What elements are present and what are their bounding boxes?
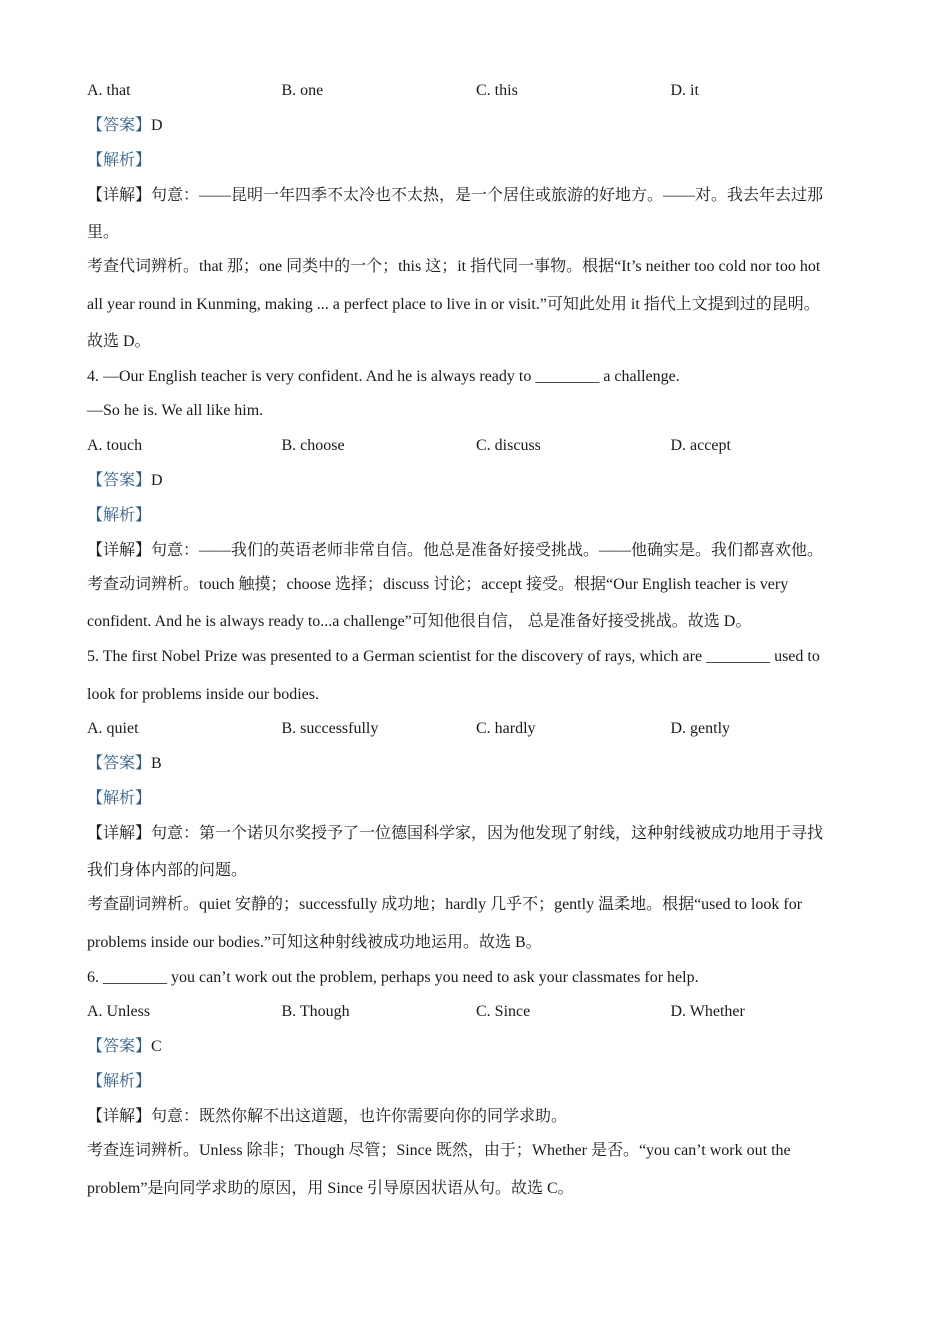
q3-explanation-line-3: 故选 D。 [87, 333, 151, 350]
q6-explanation-line-2: problem”是向同学求助的原因，用 Since 引导原因状语从句。故选 C。 [87, 1180, 574, 1197]
q3-option-a: A. that [87, 82, 131, 99]
q5-explanation-line-1: 考查副词辨析。quiet 安静的；successfully 成功地；hardly 几乎不；gently 温柔地。根据“used to look for [87, 896, 803, 913]
detail-text: 句意：——我们的英语老师非常自信。他总是准备好接受挑战。——他确实是。我们都喜欢他。 [151, 542, 824, 559]
q3-option-c: C. this [476, 82, 518, 99]
q4-answer [87, 470, 870, 492]
q5-answer [87, 753, 870, 775]
q4-stem-line-1: 4. —Our English teacher is very confident. And he is always ready to ________ a challenge. [87, 368, 680, 385]
q5-option-b: B. successfully [281, 720, 379, 737]
answer-value: B [151, 755, 162, 772]
q5-explanation-line-2: problems inside our bodies.”可知这种射线被成功地运用。故选 B。 [87, 934, 542, 951]
q4-stem-line-2: —So he is. We all like him. [87, 402, 264, 419]
q3-option-b: B. one [281, 82, 324, 99]
q6-explanation-line-1: 考查连词辨析。Unless 除非；Though 尽管；Since 既然，由于；Whether 是否。“you can’t work out the [87, 1142, 791, 1159]
q4-analysis-heading [87, 505, 870, 527]
detail-text: 句意：第一个诺贝尔奖授予了一位德国科学家，因为他发现了射线，这种射线被成功地用于寻找 [151, 825, 824, 842]
q6-answer [87, 1036, 870, 1058]
q5-stem-line-1: 5. The first Nobel Prize was presented to a German scientist for the discovery of rays, which are ________ used to [87, 648, 820, 665]
q3-analysis-heading [87, 150, 870, 172]
q3-detail-line [87, 185, 870, 207]
q3-option-d: D. it [670, 82, 699, 99]
detail-text: 句意：——昆明一年四季不太冷也不太热，是一个居住或旅游的好地方。——对。我去年去过那 [151, 187, 824, 204]
q5-option-c: C. hardly [476, 720, 536, 737]
detail-tag: 【详解】 [87, 542, 152, 559]
analysis-tag: 【解析】 [87, 507, 152, 524]
q4-explanation-line-2: confident. And he is always ready to...a challenge”可知他很自信， 总是准备好接受挑战。故选 D。 [87, 613, 752, 630]
detail-tag: 【详解】 [87, 187, 152, 204]
q6-option-d: D. Whether [670, 1003, 745, 1020]
q6-analysis-heading [87, 1071, 870, 1093]
q5-option-a: A. quiet [87, 720, 139, 737]
q6-option-a: A. Unless [87, 1003, 151, 1020]
q6-detail-line [87, 1106, 870, 1128]
q4-option-c: C. discuss [476, 437, 541, 454]
detail-text: 句意：既然你解不出这道题，也许你需要向你的同学求助。 [151, 1108, 568, 1125]
q5-option-d: D. gently [670, 720, 731, 737]
q5-analysis-heading [87, 788, 870, 810]
q3-explanation-line-2: all year round in Kunming, making ... a perfect place to live in or visit.”可知此处用 it 指代上文提到过的昆明。 [87, 296, 820, 313]
q4-option-b: B. choose [281, 437, 345, 454]
answer-value: D [151, 472, 163, 489]
q5-options [87, 718, 870, 740]
q3-answer [87, 115, 870, 137]
q3-detail-line-2: 里。 [87, 224, 120, 241]
q5-detail-line [87, 823, 870, 845]
detail-tag: 【详解】 [87, 1108, 152, 1125]
q4-option-d: D. accept [670, 437, 731, 454]
q5-stem-line-2: look for problems inside our bodies. [87, 686, 319, 703]
analysis-tag: 【解析】 [87, 790, 152, 807]
answer-value: C [151, 1038, 162, 1055]
answer-tag: 【答案】 [87, 1038, 152, 1055]
q6-option-c: C. Since [476, 1003, 531, 1020]
analysis-tag: 【解析】 [87, 1073, 152, 1090]
answer-tag: 【答案】 [87, 755, 152, 772]
q4-option-a: A. touch [87, 437, 143, 454]
answer-tag: 【答案】 [87, 117, 152, 134]
q6-option-b: B. Though [281, 1003, 350, 1020]
answer-tag: 【答案】 [87, 472, 152, 489]
q5-detail-line-2: 我们身体内部的问题。 [87, 862, 248, 879]
analysis-tag: 【解析】 [87, 152, 152, 169]
q3-explanation-line-1: 考查代词辨析。that 那；one 同类中的一个；this 这；it 指代同一事物。根据“It’s neither too cold nor too hot [87, 258, 821, 275]
q3-options [87, 80, 870, 102]
q6-options [87, 1001, 870, 1023]
q4-explanation-line-1: 考查动词辨析。touch 触摸；choose 选择；discuss 讨论；accept 接受。根据“Our English teacher is very [87, 576, 789, 593]
answer-value: D [151, 117, 163, 134]
detail-tag: 【详解】 [87, 825, 152, 842]
q4-options [87, 435, 870, 457]
q6-stem-line-1: 6. ________ you can’t work out the problem, perhaps you need to ask your classmates for help. [87, 969, 699, 986]
q4-detail-line [87, 540, 870, 562]
